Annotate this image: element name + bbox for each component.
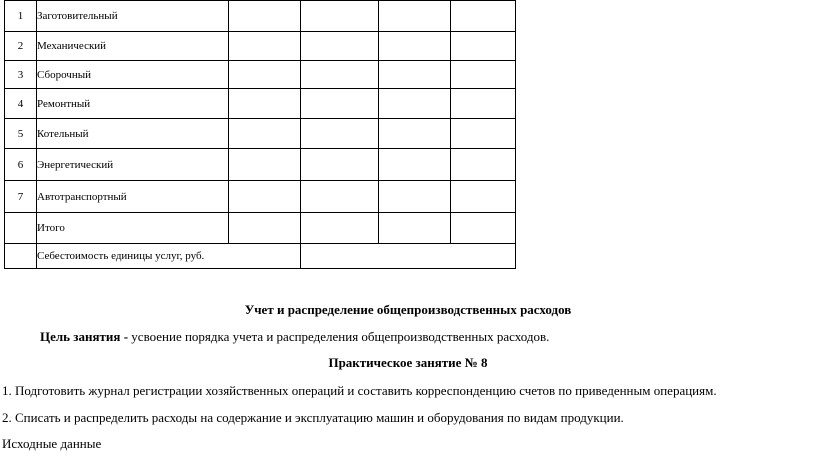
- table-row: [5, 1, 516, 32]
- table-cell: [301, 213, 379, 244]
- table-cell: [379, 1, 451, 32]
- row-number: 3: [5, 61, 37, 89]
- goal-text: усвоение порядка учета и распределения общепроизводственных расходов.: [131, 329, 550, 344]
- table-cell: [379, 89, 451, 119]
- row-number: 2: [5, 32, 37, 61]
- table-cell: [229, 213, 301, 244]
- practice-title: Практическое занятие № 8: [328, 355, 488, 370]
- table-cell: [301, 181, 379, 213]
- table-cell: [301, 61, 379, 89]
- department-name: Механический: [37, 32, 229, 61]
- cost-table: [4, 0, 516, 269]
- department-name: Заготовительный: [37, 1, 229, 32]
- table-cell: [451, 89, 516, 119]
- table-cell: [379, 119, 451, 149]
- table-cell: [301, 119, 379, 149]
- table-cell: [229, 149, 301, 181]
- table-cell: [379, 213, 451, 244]
- source-data-label: Исходные данные: [2, 436, 102, 451]
- task-1: 1. Подготовить журнал регистрации хозяйственных операций и составить корреспонденцию счетов по приведенным операциям.: [2, 383, 717, 398]
- row-number: 7: [5, 181, 37, 213]
- department-name: Ремонтный: [37, 89, 229, 119]
- total-label: Итого: [37, 213, 229, 244]
- unit-cost-label: Себестоимость единицы услуг, руб.: [37, 244, 301, 269]
- lesson-goal: [40, 329, 549, 345]
- table-row: [5, 149, 516, 181]
- table-row-total: [5, 213, 516, 244]
- table-row: [5, 61, 516, 89]
- table-cell: [5, 244, 37, 269]
- table-cell: [379, 181, 451, 213]
- table-cell: [301, 89, 379, 119]
- table-cell: [451, 213, 516, 244]
- table-cell: [229, 181, 301, 213]
- table-cell: [229, 119, 301, 149]
- table-row-unit-cost: [5, 244, 516, 269]
- table-cell: [379, 149, 451, 181]
- row-number: 6: [5, 149, 37, 181]
- table-cell: [229, 61, 301, 89]
- table-cell: [451, 181, 516, 213]
- table-cell: [301, 1, 379, 32]
- table-cell: [229, 89, 301, 119]
- table-row: [5, 119, 516, 149]
- table-cell: [451, 119, 516, 149]
- table-cell: [229, 1, 301, 32]
- table-cell: [379, 32, 451, 61]
- section-heading: Учет и распределение общепроизводственных расходов: [244, 302, 572, 317]
- table-cell: [301, 149, 379, 181]
- table-cell: [301, 32, 379, 61]
- department-name: Котельный: [37, 119, 229, 149]
- table-cell: [451, 32, 516, 61]
- department-name: Энергетический: [37, 149, 229, 181]
- goal-label: Цель занятия -: [40, 329, 132, 344]
- table-cell: [451, 61, 516, 89]
- department-name: Автотранспортный: [37, 181, 229, 213]
- table-cell: [451, 149, 516, 181]
- table-row: [5, 89, 516, 119]
- table-row: [5, 181, 516, 213]
- table-cell: [379, 61, 451, 89]
- task-2: 2. Списать и распределить расходы на содержание и эксплуатацию машин и оборудования по видам продукции.: [2, 410, 624, 425]
- table-row: [5, 32, 516, 61]
- row-number: 5: [5, 119, 37, 149]
- table-cell: [229, 32, 301, 61]
- table-cell: [301, 244, 516, 269]
- row-number: [5, 213, 37, 244]
- department-name: Сборочный: [37, 61, 229, 89]
- row-number: 1: [5, 1, 37, 32]
- row-number: 4: [5, 89, 37, 119]
- table-cell: [451, 1, 516, 32]
